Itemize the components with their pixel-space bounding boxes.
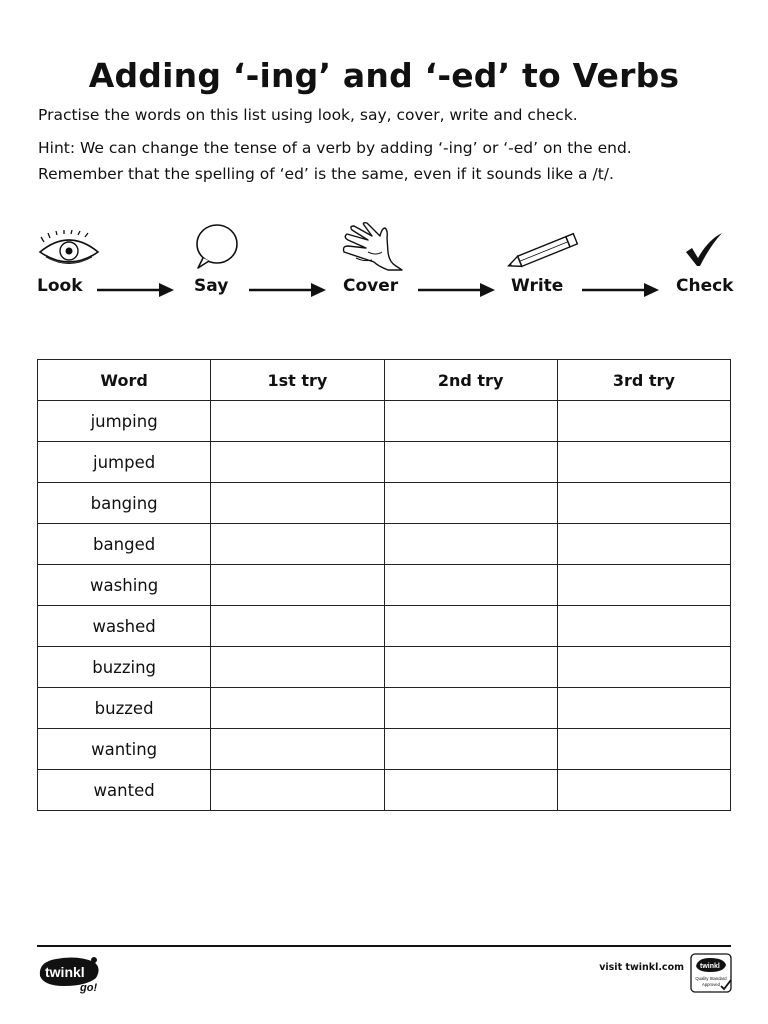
column-header-3rd-try: 3rd try — [557, 360, 730, 401]
table-row — [38, 688, 731, 729]
table-row — [38, 647, 731, 688]
word-cell: wanting — [38, 729, 211, 770]
logo-sub-text: go! — [80, 982, 98, 994]
answer-cell[interactable] — [384, 729, 557, 770]
logo-text: twinkl — [45, 964, 85, 980]
step-check: Check — [676, 276, 734, 296]
badge-line2: Approved — [702, 982, 720, 987]
word-cell: buzzing — [38, 647, 211, 688]
answer-cell[interactable] — [384, 606, 557, 647]
column-header-1st-try: 1st try — [211, 360, 384, 401]
answer-cell[interactable] — [384, 483, 557, 524]
answer-cell[interactable] — [384, 442, 557, 483]
table-row — [38, 442, 731, 483]
answer-cell[interactable] — [557, 729, 730, 770]
table-row — [38, 770, 731, 811]
word-cell: jumped — [38, 442, 211, 483]
answer-cell[interactable] — [211, 688, 384, 729]
badge-line1: Quality Standard — [695, 976, 727, 981]
word-cell: washing — [38, 565, 211, 606]
arrow-icon — [582, 280, 660, 300]
page-title: Adding ‘-ing’ and ‘-ed’ to Verbs — [88, 56, 680, 96]
step-write: Write — [511, 276, 564, 296]
footer-divider — [37, 945, 731, 947]
answer-cell[interactable] — [211, 729, 384, 770]
table-row — [38, 606, 731, 647]
arrow-icon — [418, 280, 496, 300]
answer-cell[interactable] — [557, 647, 730, 688]
table-row — [38, 524, 731, 565]
answer-cell[interactable] — [557, 565, 730, 606]
table-header-row — [38, 360, 731, 401]
word-cell: banged — [38, 524, 211, 565]
answer-cell[interactable] — [384, 688, 557, 729]
checkmark-icon — [684, 232, 724, 268]
answer-cell[interactable] — [557, 524, 730, 565]
answer-cell[interactable] — [384, 565, 557, 606]
word-cell: banging — [38, 483, 211, 524]
answer-cell[interactable] — [211, 647, 384, 688]
step-say: Say — [194, 276, 229, 296]
hint — [38, 135, 632, 187]
answer-cell[interactable] — [557, 606, 730, 647]
column-header-word: Word — [38, 360, 211, 401]
table-row — [38, 565, 731, 606]
step-cover: Cover — [343, 276, 399, 296]
answer-cell[interactable] — [557, 483, 730, 524]
answer-cell[interactable] — [211, 606, 384, 647]
answer-cell[interactable] — [384, 401, 557, 442]
word-cell: wanted — [38, 770, 211, 811]
table-row — [38, 483, 731, 524]
answer-cell[interactable] — [211, 524, 384, 565]
answer-cell[interactable] — [211, 483, 384, 524]
answer-cell[interactable] — [557, 442, 730, 483]
pencil-icon — [504, 232, 584, 272]
visit-twinkl-link[interactable]: visit twinkl.com — [599, 962, 684, 973]
column-header-2nd-try: 2nd try — [384, 360, 557, 401]
badge-brand: twinkl — [700, 963, 720, 970]
instructions — [38, 102, 578, 128]
answer-cell[interactable] — [557, 401, 730, 442]
word-cell: jumping — [38, 401, 211, 442]
answer-cell[interactable] — [384, 524, 557, 565]
answer-cell[interactable] — [211, 565, 384, 606]
answer-cell[interactable] — [557, 688, 730, 729]
eye-icon — [36, 230, 102, 270]
arrow-icon — [249, 280, 327, 300]
twinkl-go-logo[interactable] — [36, 954, 106, 994]
arrow-icon — [97, 280, 175, 300]
answer-cell[interactable] — [211, 770, 384, 811]
word-cell: buzzed — [38, 688, 211, 729]
instructions-line: Practise the words on this list using look, say, cover, write and check. — [38, 106, 578, 124]
quality-standard-badge — [690, 953, 734, 995]
hint-line: Hint: We can change the tense of a verb by adding ‘-ing’ or ‘-ed’ on the end. — [38, 139, 632, 157]
answer-cell[interactable] — [557, 770, 730, 811]
answer-cell[interactable] — [384, 770, 557, 811]
table-row — [38, 401, 731, 442]
step-look: Look — [37, 276, 83, 296]
spelling-table — [37, 359, 731, 811]
speech-bubble-icon — [192, 222, 240, 270]
word-cell: washed — [38, 606, 211, 647]
answer-cell[interactable] — [211, 442, 384, 483]
answer-cell[interactable] — [211, 401, 384, 442]
answer-cell[interactable] — [384, 647, 557, 688]
hint-line: Remember that the spelling of ‘ed’ is the same, even if it sounds like a /t/. — [38, 165, 614, 183]
table-row — [38, 729, 731, 770]
hand-icon — [338, 222, 408, 272]
